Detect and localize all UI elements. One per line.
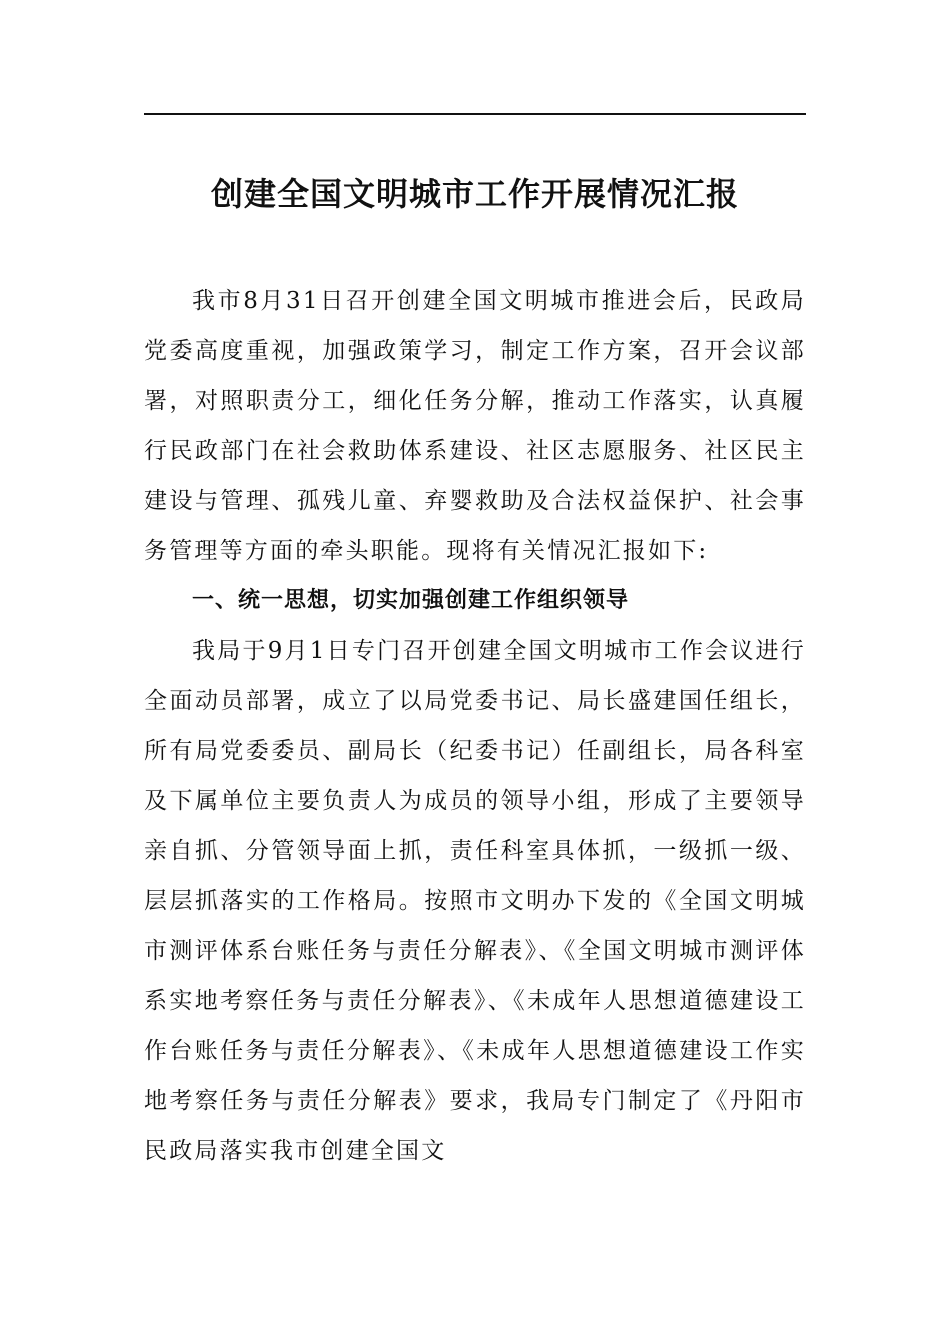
document-title: 创建全国文明城市工作开展情况汇报 (210, 175, 739, 213)
section-1-paragraph: 我局于9月1日专门召开创建全国文明城市工作会议进行全面动员部署，成立了以局党委书记、局长盛建国任组长，所有局党委委员、副局长（纪委书记）任副组长，局各科室及下属单位主要负责人为成员的领导小组，形成了主要领导亲自抓、分管领导面上抓，责任科室具体抓，一级抓一级、层层抓落实的工作格局。按照市文明办下发的《全国文明城市测评体系台账任务与责任分解表》、《全国文明城市测评体系实地考察任务与责任分解表》、《未成年人思想道德建设工作台账任务与责任分解表》、《未成年人思想道德建设工作实地考察任务与责任分解表》要求，我局专门制定了《丹阳市民政局落实我市创建全国文 (144, 638, 806, 1164)
header-rule (144, 113, 806, 115)
section-1-heading: 一、统一思想，切实加强创建工作组织领导 (192, 588, 630, 613)
document-body (144, 276, 806, 1176)
intro-paragraph: 我市8月31日召开创建全国文明城市推进会后，民政局党委高度重视，加强政策学习，制定工作方案，召开会议部署，对照职责分工，细化任务分解，推动工作落实，认真履行民政部门在社会救助体系建设、社区志愿服务、社区民主建设与管理、孤残儿童、弃婴救助及合法权益保护、社会事务管理等方面的牵头职能。现将有关情况汇报如下: (144, 288, 806, 564)
